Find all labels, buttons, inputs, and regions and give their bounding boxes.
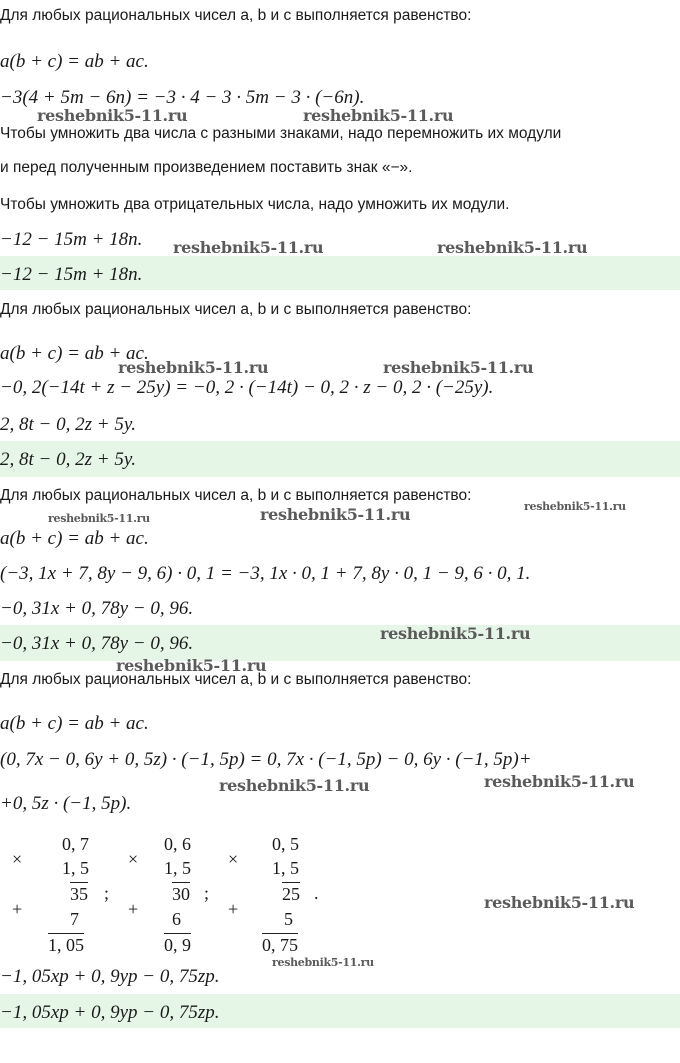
- watermark: reshebnik5-11.ru: [484, 772, 635, 791]
- factor: 1, 5: [272, 858, 299, 878]
- result-line: −0, 31x + 0, 78y − 0, 96.: [0, 598, 194, 619]
- column-total: 1, 05: [48, 935, 84, 955]
- intro-text: Для любых рациональных чисел a, b и c выполняется равенство:: [0, 671, 472, 688]
- answer-box: [0, 994, 680, 1028]
- factor: 1, 5: [62, 858, 89, 878]
- expansion-line: (−3, 1x + 7, 8y − 9, 6) · 0, 1 = −3, 1x · 0, 1 + 7, 8y · 0, 1 − 9, 6 · 0, 1.: [0, 563, 531, 584]
- watermark: reshebnik5-11.ru: [272, 956, 374, 969]
- rule-text: Чтобы умножить два числа с разными знаками, надо перемножить их модули: [0, 125, 562, 142]
- factor: 0, 6: [164, 834, 191, 854]
- column-total: 0, 75: [262, 935, 298, 955]
- distributive-law: a(b + c) = ab + ac.: [0, 528, 149, 549]
- times-sign: ×: [228, 849, 239, 869]
- separator: ;: [104, 883, 110, 903]
- watermark: reshebnik5-11.ru: [118, 358, 269, 377]
- expansion-line: −0, 2(−14t + z − 25y) = −0, 2 · (−14t) − 0, 2 · z − 0, 2 · (−25y).: [0, 377, 494, 398]
- watermark: reshebnik5-11.ru: [48, 512, 150, 525]
- watermark: reshebnik5-11.ru: [173, 238, 324, 257]
- result-line: −1, 05xp + 0, 9yp − 0, 75zp.: [0, 966, 220, 987]
- partial-product: 7: [70, 909, 79, 929]
- watermark: reshebnik5-11.ru: [437, 238, 588, 257]
- plus-sign: +: [128, 899, 139, 919]
- factor: 0, 5: [272, 834, 299, 854]
- partial-product: 6: [172, 909, 181, 929]
- separator: .: [314, 883, 319, 903]
- answer-text: 2, 8t − 0, 2z + 5y.: [0, 449, 136, 470]
- factor: 1, 5: [164, 858, 191, 878]
- distributive-law: a(b + c) = ab + ac.: [0, 343, 149, 364]
- expansion-line: (0, 7x − 0, 6y + 0, 5z) · (−1, 5p) = 0, 7x · (−1, 5p) − 0, 6y · (−1, 5p)+: [0, 749, 532, 770]
- watermark: reshebnik5-11.ru: [524, 500, 626, 513]
- distributive-law: a(b + c) = ab + ac.: [0, 51, 149, 72]
- watermark: reshebnik5-11.ru: [219, 776, 370, 795]
- intro-text: Для любых рациональных чисел a, b и c выполняется равенство:: [0, 301, 472, 318]
- rule-text: и перед полученным произведением поставить знак «−».: [0, 159, 413, 176]
- times-sign: ×: [12, 849, 23, 869]
- watermark: reshebnik5-11.ru: [380, 624, 531, 643]
- answer-box: [0, 441, 680, 477]
- result-line: −12 − 15m + 18n.: [0, 229, 143, 250]
- distributive-law: a(b + c) = ab + ac.: [0, 713, 149, 734]
- watermark: reshebnik5-11.ru: [37, 106, 188, 125]
- answer-box: [0, 256, 680, 290]
- intro-text: Для любых рациональных чисел a, b и c выполняется равенство:: [0, 487, 472, 504]
- expansion-line: +0, 5z · (−1, 5p).: [0, 793, 132, 814]
- partial-product: 25: [282, 884, 300, 904]
- answer-text: −0, 31x + 0, 78y − 0, 96.: [0, 633, 194, 654]
- plus-sign: +: [228, 899, 239, 919]
- plus-sign: +: [12, 899, 23, 919]
- watermark: reshebnik5-11.ru: [260, 505, 411, 524]
- answer-text: −1, 05xp + 0, 9yp − 0, 75zp.: [0, 1002, 220, 1023]
- rule-text: Чтобы умножить два отрицательных числа, надо умножить их модули.: [0, 196, 510, 213]
- watermark: reshebnik5-11.ru: [116, 656, 267, 675]
- expansion-line: −3(4 + 5m − 6n) = −3 · 4 − 3 · 5m − 3 · (−6n).: [0, 87, 365, 108]
- column-total: 0, 9: [164, 935, 191, 955]
- partial-product: 5: [284, 909, 293, 929]
- answer-text: −12 − 15m + 18n.: [0, 264, 143, 285]
- partial-product: 30: [172, 884, 190, 904]
- factor: 0, 7: [62, 834, 89, 854]
- partial-product: 35: [70, 884, 88, 904]
- watermark: reshebnik5-11.ru: [484, 893, 635, 912]
- watermark: reshebnik5-11.ru: [383, 358, 534, 377]
- result-line: 2, 8t − 0, 2z + 5y.: [0, 414, 136, 435]
- times-sign: ×: [128, 849, 139, 869]
- watermark: reshebnik5-11.ru: [303, 106, 454, 125]
- answer-box: [0, 625, 680, 661]
- intro-text: Для любых рациональных чисел a, b и c выполняется равенство:: [0, 7, 472, 24]
- separator: ;: [204, 883, 210, 903]
